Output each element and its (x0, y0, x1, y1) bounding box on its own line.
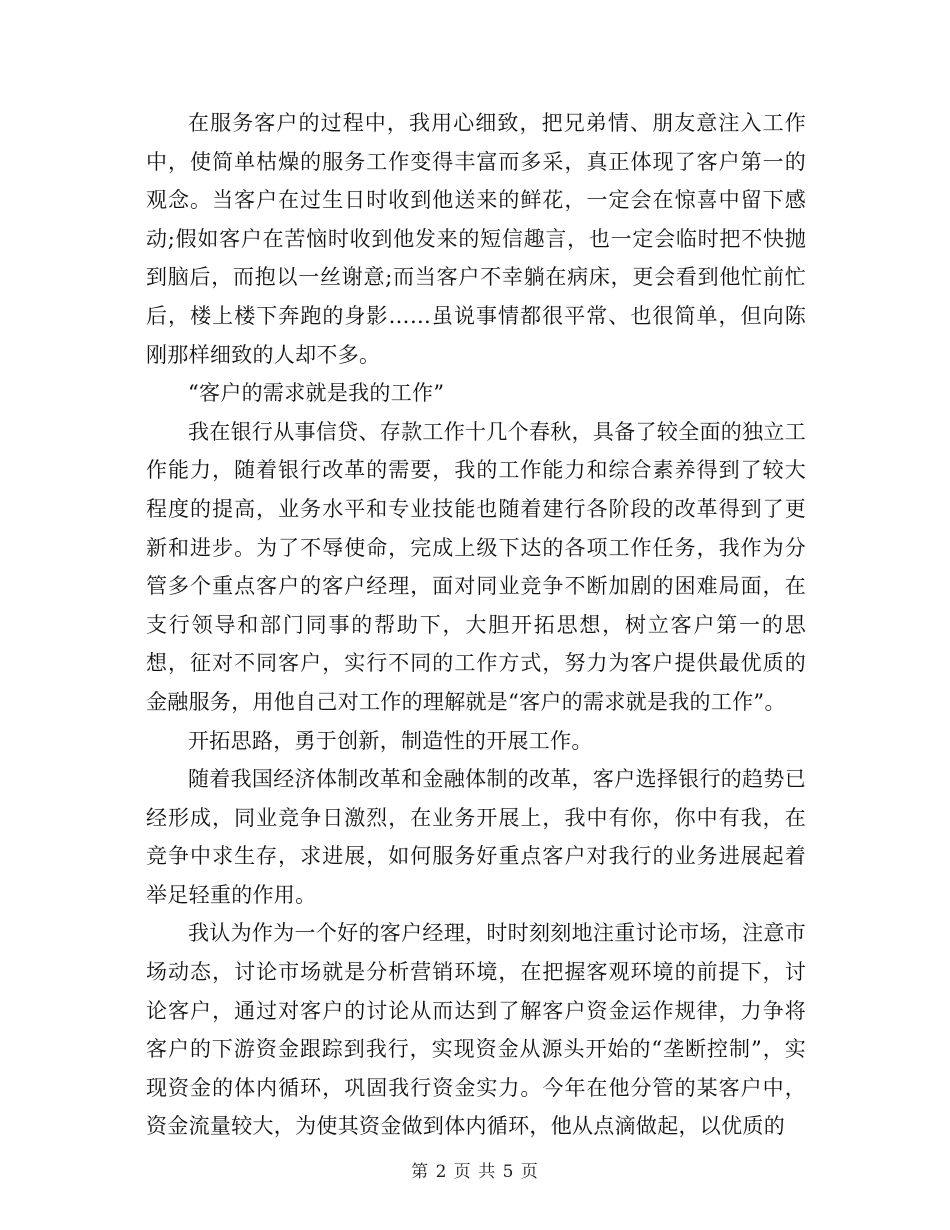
paragraph-market-research: 我认为作为一个好的客户经理，时时刻刻地注重讨论市场，注意市场动态，讨论市场就是分析营销环境，在把握客观环境的前提下，讨论客户，通过对客户的讨论从而达到了解客户资金运作规律，力争将客户的下游资金跟踪到我行，实现资金从源头开始的“垄断控制”，实现资金的体内循环，巩固我行资金实力。今年在他分管的某客户中，资金流量较大，为使其资金做到体内循环，他从点滴做起，以优质的 (146, 921, 806, 1139)
document-body (146, 104, 806, 1146)
page-number-footer: 第 2 页 共 5 页 (411, 1162, 539, 1182)
paragraph-competition: 随着我国经济体制改革和金融体制的改革，客户选择银行的趋势已经形成，同业竞争日激烈，在业务开展上，我中有你，你中有我，在竞争中求生存，求进展，如何服务好重点客户对我行的业务进展起着举足轻重的作用。 (146, 767, 806, 907)
paragraph-heading-innovation: 开拓思路，勇于创新，制造性的开展工作。 (188, 728, 593, 753)
paragraph-heading-customer-needs: “客户的需求就是我的工作” (188, 381, 445, 406)
paragraph-work-experience: 我在银行从事信贷、存款工作十几个春秋，具备了较全面的独立工作能力，随着银行改革的需要，我的工作能力和综合素养得到了较大程度的提高，业务水平和专业技能也随着建行各阶段的改革得到了更新和进步。为了不辱使命，完成上级下达的各项工作任务，我作为分管多个重点客户的客户经理，面对同业竞争不断加剧的困难局面，在支行领导和部门同事的帮助下，大胆开拓思想，树立客户第一的思想，征对不同客户，实行不同的工作方式，努力为客户提供最优质的金融服务，用他自己对工作的理解就是“客户的需求就是我的工作”。 (146, 419, 806, 714)
paragraph-service-details: 在服务客户的过程中，我用心细致，把兄弟情、朋友意注入工作中，使简单枯燥的服务工作变得丰富而多采，真正体现了客户第一的观念。当客户在过生日时收到他送来的鲜花，一定会在惊喜中留下感动;假如客户在苦恼时收到他发来的短信趣言，也一定会临时把不快抛到脑后，而抱以一丝谢意;而当客户不幸躺在病床，更会看到他忙前忙后，楼上楼下奔跑的身影……虽说事情都很平常、也很简单，但向陈刚那样细致的人却不多。 (146, 111, 806, 367)
